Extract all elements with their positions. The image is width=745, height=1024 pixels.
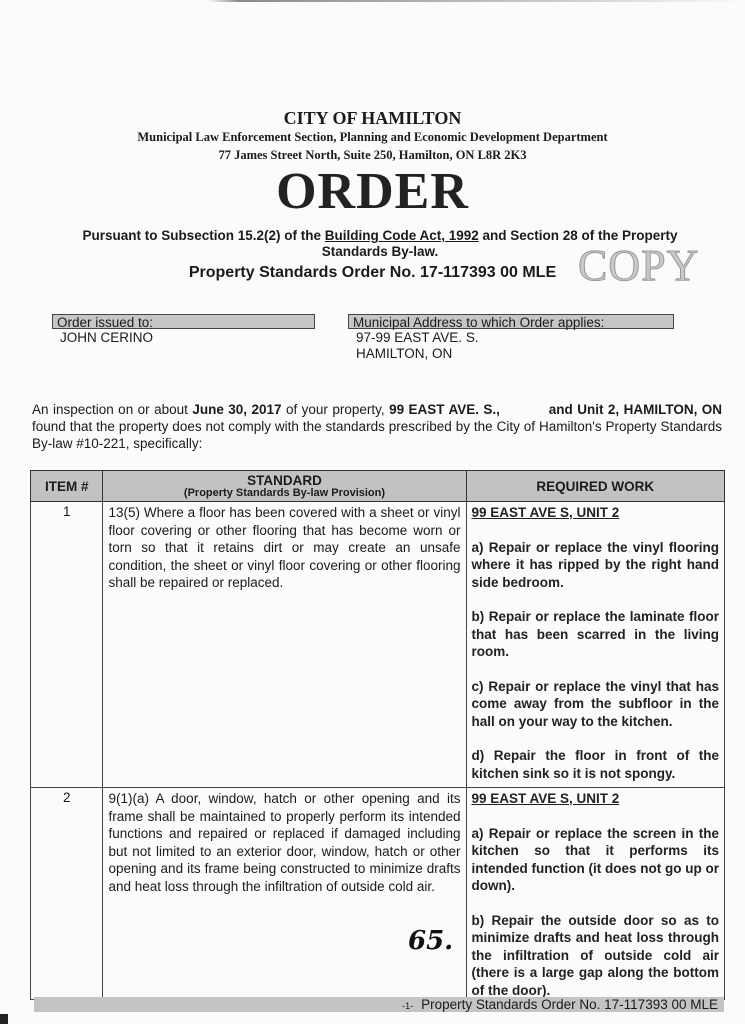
work-item: a) Repair or replace the screen in the kitchen so that it performs its intended function (it does not go up or down). (471, 825, 719, 893)
scan-corner-mark (0, 1014, 8, 1024)
work-item: b) Repair or replace the laminate floor that has been scarred in the living room. (471, 609, 719, 659)
footer-order-number: Property Standards Order No. 17-117393 00 MLE (421, 997, 718, 1012)
inspection-property: 99 EAST AVE. S., (389, 402, 500, 417)
order-number-heading: Property Standards Order No. 17-117393 00 MLE (188, 264, 557, 281)
table-row (31, 502, 725, 788)
city-name: CITY OF HAMILTON (283, 108, 462, 128)
row-required-work (466, 502, 724, 788)
row-standard: 9(1)(a) A door, window, hatch or other opening and its frame shall be maintained to properly perform its intended functions and repaired or replaced if damaged including but not limited to an exterior door, window, hatch or other opening and its frame being constructed to minimize drafts and heat loss through the infiltration of outside cold air. (103, 788, 466, 1000)
page-number: -1- (402, 1001, 414, 1011)
header-standard-title: STANDARD (247, 473, 322, 488)
pursuant-text-pre: Pursuant to Subsection 15.2(2) of the (82, 228, 325, 243)
row-required-work (466, 788, 724, 1000)
work-item: c) Repair or replace the vinyl that has come away from the subfloor in the hall on your way to the kitchen. (471, 678, 719, 729)
municipal-address (356, 330, 479, 362)
page-footer (34, 997, 724, 1012)
municipal-address-line1: 97-99 EAST AVE. S. (356, 330, 479, 345)
pursuant-act-link: Building Code Act, 1992 (324, 228, 479, 243)
table-row (31, 788, 725, 1000)
department-name: Municipal Law Enforcement Section, Planning and Economic Development Department (137, 130, 608, 144)
inspection-text: of your property, (281, 402, 390, 417)
municipal-address-line2: HAMILTON, ON (356, 346, 453, 361)
copy-stamp: COPY (578, 241, 700, 290)
header-work: REQUIRED WORK (466, 471, 724, 502)
page-top-edge (0, 0, 745, 2)
inspection-property-unit: and Unit 2, HAMILTON, ON (548, 402, 723, 417)
inspection-text: An inspection on or about (32, 402, 193, 417)
handwritten-note: 65. (408, 926, 454, 956)
work-location: 99 EAST AVE S, UNIT 2 (471, 791, 620, 806)
header-standard (103, 471, 466, 502)
row-standard: 13(5) Where a floor has been covered with a sheet or vinyl floor covering or other flooring that has become worn or torn so that it retains dirt or may create an unsafe condition, the sheet or vinyl floor covering or other flooring shall be repaired or replaced. (103, 502, 466, 788)
work-location: 99 EAST AVE S, UNIT 2 (471, 505, 620, 520)
work-item: d) Repair the floor in front of the kitchen sink so it is not spongy. (471, 748, 719, 781)
order-issued-to-label: Order issued to: (52, 314, 315, 329)
inspection-paragraph (32, 401, 722, 452)
document-title: ORDER (276, 163, 469, 220)
row-item-number: 1 (31, 502, 103, 788)
work-item: b) Repair the outside door so as to minimize drafts and heat loss through the infiltration of outside cold air (there is a large gap along the bottom of the door). (471, 912, 719, 998)
requirements-table (30, 470, 725, 1000)
municipal-address-label: Municipal Address to which Order applies: (348, 314, 674, 329)
issued-to-name: JOHN CERINO (60, 330, 154, 345)
row-item-number: 2 (31, 788, 103, 1000)
inspection-date: June 30, 2017 (192, 402, 282, 417)
header-item: ITEM # (31, 471, 103, 502)
header-standard-subtitle: (Property Standards By-law Provision) (183, 487, 386, 499)
department-address: 77 James Street North, Suite 250, Hamilton, ON L8R 2K3 (218, 148, 527, 162)
work-item: a) Repair or replace the vinyl flooring where it has ripped by the right hand side bedroom. (471, 539, 719, 590)
pursuant-text-post: and Section 28 of the Property Standards By-law. (321, 228, 678, 259)
inspection-text: found that the property does not comply with the standards prescribed by the City of Hamilton's Property Standards By-law #10-221, specifically: (32, 419, 722, 451)
table-header-row (31, 471, 725, 502)
